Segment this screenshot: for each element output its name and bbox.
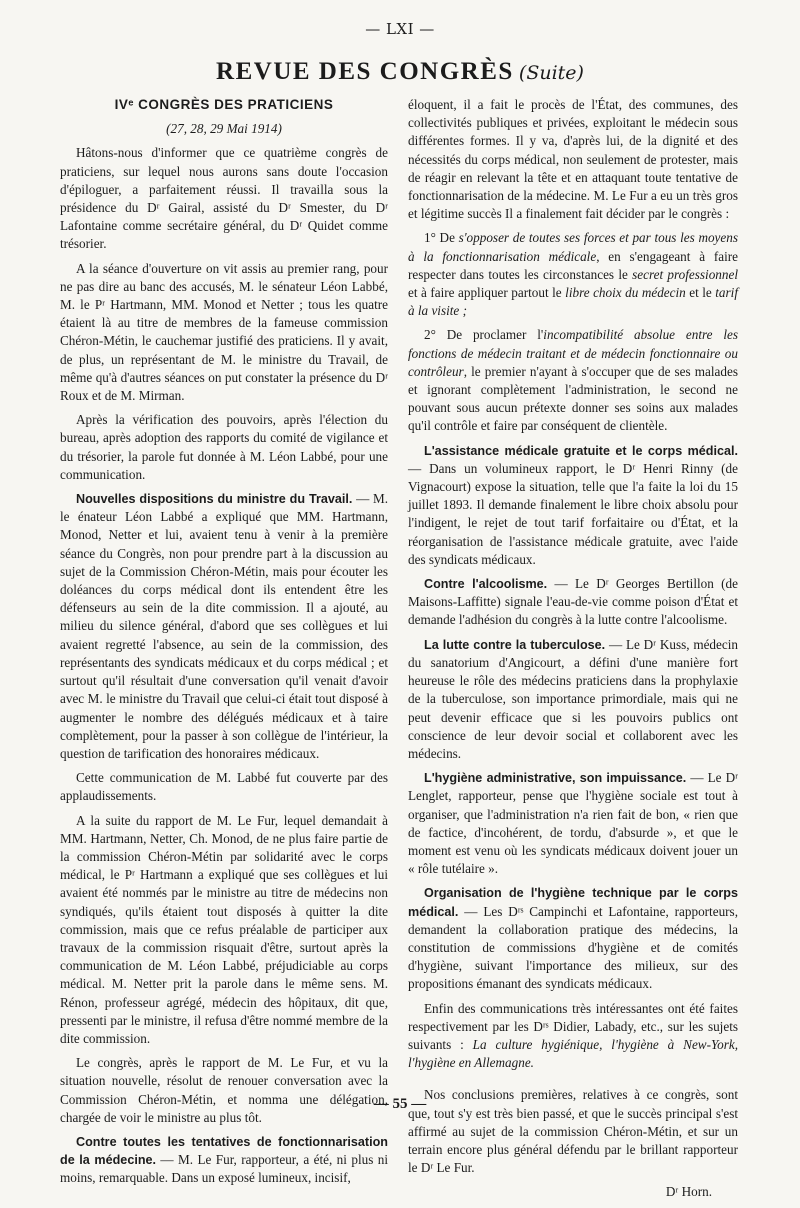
paragraph-text: — Le Dʳ Lenglet, rapporteur, pense que l'hygiène sociale est tout à organiser, que l'administration n'a rien fait de bon, « rien que de factice, d'incohérent, de tordu, d'absurde », et que le moment est venu où les syndicats médicaux doivent jouer un « rôle tutélaire ». bbox=[408, 770, 738, 877]
section-runin-heading: La lutte contre la tuberculose. bbox=[424, 637, 606, 652]
section-runin-heading: Contre l'alcoolisme. bbox=[424, 577, 548, 592]
paragraph: Le congrès, après le rapport de M. Le Fur, et vu la situation nouvelle, résolut de renouer conversation avec la Commission Chéron-Métin, et nomma une délégation, chargée de voir le ministre au plus tôt. bbox=[60, 1055, 388, 1125]
paragraph: A la séance d'ouverture on vit assis au premier rang, pour ne pas dire au banc des accusés, M. le sénateur Léon Labbé, M. le Pʳ Hartmann, MM. Monod et Netter ; tous les quatre étaient là au titre de membres de la fameuse commission Chéron-Métin, le cauchemar justifié des praticiens. Il y avait, de plus, un représentant de M. le ministre du Travail, de même qu'à d'autres séances on put constater la présence du Dʳ Roux et de M. Mirman. bbox=[60, 260, 388, 404]
italic-text: libre choix du médecin bbox=[565, 285, 686, 301]
italic-text: secret professionnel bbox=[632, 266, 738, 282]
paragraph bbox=[60, 1133, 388, 1188]
right-column bbox=[408, 96, 738, 1208]
text: 1° De bbox=[424, 230, 459, 246]
paragraph-text: — M. le énateur Léon Labbé a expliqué que MM. Hartmann, Monod, Netter et lui, avaient tenu à venir à la première séance du Congrès, non pour prendre part à la discussion au sujet de la Commission Chéron-Métin, mais pour écouter les doléances du corps médical dont ils entendent être les défenseurs au sein de la dite commission. Il a ajouté, au milieu du silence général, d'abord que ses collègues et lui avaient regretté l'absence, au sein de la commission, des représentants des syndicats médicaux et du corps médical ; et surtout qu'il résultait d'une conversation qu'il venait d'avoir avec M. le ministre du Travail que celui-ci était tout disposé à augmenter le nombre des délégués médicaux et à taire complètement, pour la passer à son collègue de l'intérieur, la question de tarification des honoraires médicaux. bbox=[60, 491, 388, 761]
paragraph-text: — M. Le Fur, rapporteur, a été, ni plus ni moins, remarquable. Dans un exposé lumineux, incisif, bbox=[60, 1152, 388, 1186]
left-column bbox=[60, 96, 388, 1194]
paragraph: A la suite du rapport de M. Le Fur, lequel demandait à MM. Hartmann, Netter, Ch. Monod, de ne plus faire partie de la commission Chéron-Métin par solidarité avec le corps médical, le Pʳ Hartmann a expliqué que ses collègues et lui avaient été nommés par le ministre au titre de médecins non syndiqués, qu'ils étaient tout disposés à quitter la dite commission, mais que ce refus préalable de participer aux travaux de la commission risquait d'être, surtout après la communication de M. Léon Labbé, préjudiciable au corps médical. M. Netter prit la parole dans le même sens. M. Rénon, professeur agrégé, médecin des hôpitaux, dit que, pressenti par le ministre, il refusa d'être nommé membre de la dite commission. bbox=[60, 812, 388, 1046]
paragraph: Cette communication de M. Labbé fut couverte par des applaudissements. bbox=[60, 770, 388, 804]
italic-text: La culture hygiénique, l'hygiène à New-York, l'hygiène en Allemagne. bbox=[408, 1036, 738, 1071]
italic-text: tarif à la visite ; bbox=[408, 285, 738, 319]
paragraph bbox=[60, 490, 388, 763]
text: et le bbox=[685, 285, 716, 301]
paragraph-text: — Dans un volumineux rapport, le Dʳ Henri Rinny (de Vignacourt) expose la situation, telle que l'a faite la loi du 15 juillet 1893. Il demande finalement le libre choix absolu pour l'indigent, le rejet de tout tarif forfaitaire ou d'État, et la réorganisation de l'assistance médicale gratuite, avec l'aide des syndicats médicaux. bbox=[408, 460, 738, 567]
paragraph: éloquent, il a fait le procès de l'État, des communes, des collectivités publiques et privées, exploitant le médecin sous différentes formes. Il y va, d'après lui, de la dignité et des nécessités du corps médical, non seulement de protester, mais de réagir en relevant la tête et en attaquant toute tentative de fonctionnarisation de la médecine. M. Le Fur a eu un très gros et légitime succès Il a finalement fait décider par le congrès : bbox=[408, 97, 738, 222]
section-title bbox=[0, 58, 800, 86]
section-runin-heading: Contre toutes les tentatives de fonctionnarisation de la médecine. bbox=[60, 1134, 388, 1168]
text: , le premier n'ayant à s'occuper que de ses malades et ignorant complètement l'administration, le second ne pouvant sous aucun prétexte donner ses soins aux malades qu'il contrôle et faire par conséquent de clientèle. bbox=[408, 363, 738, 434]
title-main: REVUE DES CONGRÈS bbox=[216, 58, 514, 85]
paragraph bbox=[408, 1000, 738, 1073]
text: et à faire appliquer partout le bbox=[408, 285, 566, 301]
section-runin-heading: Organisation de l'hygiène technique par le corps médical. bbox=[408, 886, 738, 919]
paragraph-text: — Le Dʳ Kuss, médecin du sanatorium d'Angicourt, a défini d'une manière fort heureuse le rôle des médecins praticiens dans la prophylaxie de la tuberculose, son importance primordiale, mais qui ne peut devenir efficace que si les pouvoirs publics ont conscience de leur devoir social et collaborent avec les médecins. bbox=[408, 636, 738, 761]
paragraph-text: — Le Dʳ Georges Bertillon (de Maisons-Laffitte) signale l'eau-de-vie comme poison d'État et demande l'adhésion du congrès à la lutte contre l'alcoolisme. bbox=[408, 576, 738, 628]
italic-text: s'opposer de toutes ses forces et par tous les moyens à la fonctionnarisation médicale bbox=[408, 230, 738, 264]
title-suite: (Suite) bbox=[518, 62, 584, 84]
section-runin-heading: L'hygiène administrative, son impuissance. bbox=[424, 771, 687, 786]
paragraph bbox=[408, 326, 738, 435]
paragraph bbox=[408, 442, 738, 569]
paragraph bbox=[408, 636, 738, 763]
page-number: — 55 — bbox=[373, 1096, 427, 1112]
paragraph bbox=[408, 884, 738, 993]
congress-heading: IVᵉ CONGRÈS DES PRATICIENS bbox=[114, 97, 334, 112]
paragraph: Nos conclusions premières, relatives à ce congrès, sont que, tout s'y est très bien passé, et que le succès principal s'est affirmé au sujet de la commission Chéron-Métin, et sur un terrain encore plus général défendu par le brillant rapporteur le Dʳ Le Fur. bbox=[408, 1087, 738, 1176]
author-signature: Dʳ Horn. bbox=[665, 1184, 712, 1200]
paragraph: Hâtons-nous d'informer que ce quatrième congrès de praticiens, sur lequel nous aurons sans doute l'occasion d'épiloguer, a parfaitement réussi. Il travailla sous la présidence du Dʳ Gairal, assisté du Dʳ Smester, du Dʳ Lafontaine comme secrétaire général, du Dʳ Quidet comme trésorier. bbox=[60, 145, 388, 252]
text: 2° De proclamer l' bbox=[424, 327, 544, 343]
paragraph: Après la vérification des pouvoirs, après l'élection du bureau, après adoption des rapports du comité de vigilance et du trésorier, la parole fut donnée à M. Léon Labbé, pour une communication. bbox=[60, 412, 388, 482]
paragraph-text: — Les Dʳˢ Campinchi et Lafontaine, rapporteurs, demandent la collaboration pratique des médecins, la constitution de commissions d'hygiène et de comités d'hygiène, suivant l'importance des milieux, sur des propositions émanant des syndicats médicaux. bbox=[408, 903, 738, 992]
paragraph bbox=[408, 575, 738, 630]
text: Enfin des communications très intéressantes ont été faites respectivement par les Dʳˢ Didier, Labady, etc., sur les sujets suivants : bbox=[408, 1000, 738, 1052]
italic-text: incompatibilité absolue entre les fonctions de médecin traitant et de médecin fonctionnaire ou contrôleur bbox=[408, 327, 738, 379]
section-runin-heading: L'assistance médicale gratuite et le corps médical. bbox=[424, 443, 738, 458]
congress-dates: (27, 28, 29 Mai 1914) bbox=[166, 121, 282, 137]
roman-page-number: — LXI — bbox=[365, 20, 435, 38]
text: , en s'engageant à faire respecter dans toutes les circonstances le bbox=[408, 248, 738, 282]
section-runin-heading: Nouvelles dispositions du ministre du Travail. bbox=[76, 492, 353, 507]
paragraph bbox=[408, 769, 738, 878]
paragraph bbox=[408, 229, 738, 320]
